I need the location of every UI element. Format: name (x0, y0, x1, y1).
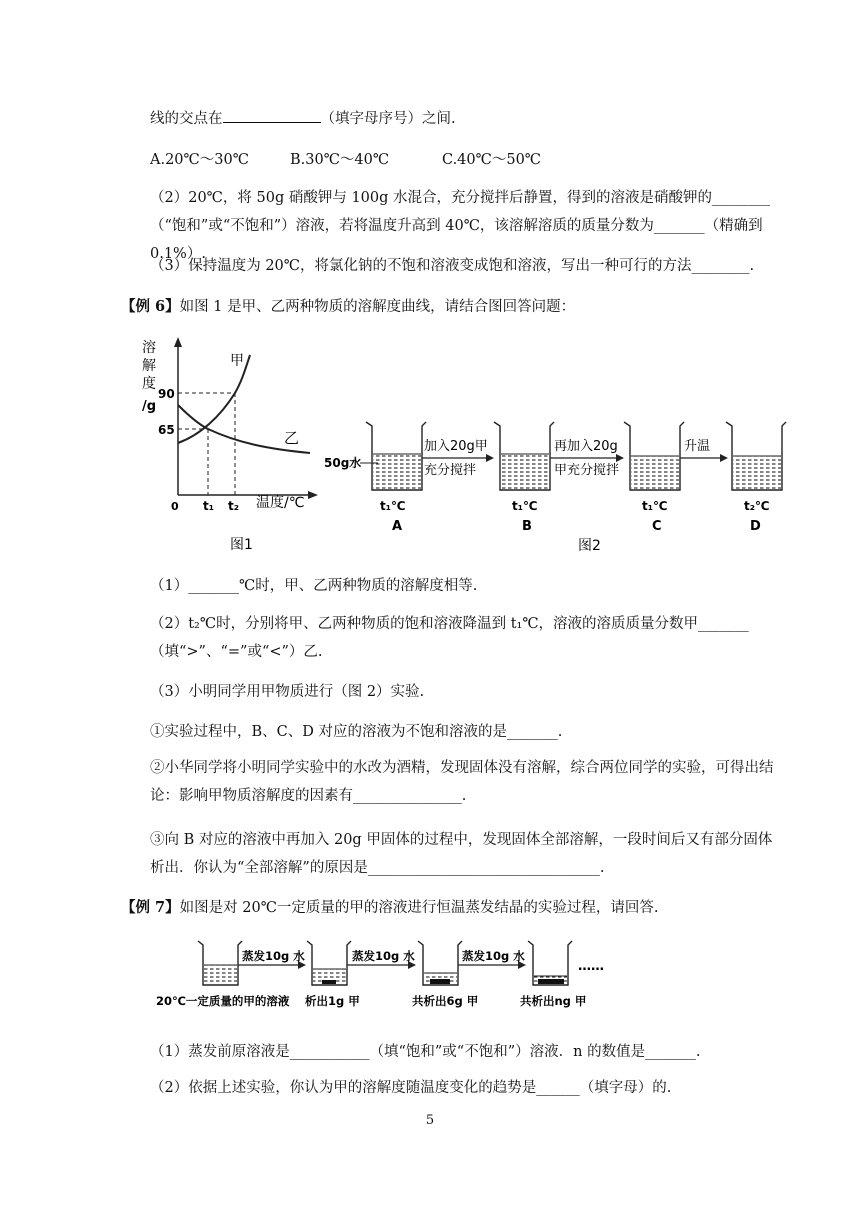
ex6-question-3-3: ③向 B 对应的溶液中再加入 20g 甲固体的过程中，发现固体全部溶解，一段时间后又有部分固体析出．你认为“全部溶解”的原因是________________________________. (150, 832, 773, 876)
series-label-jia: 甲 (230, 353, 244, 369)
evap-beaker-4 (528, 941, 572, 985)
option-a: A.20℃～30℃ (150, 152, 249, 168)
temp-a: t₁℃ (380, 499, 406, 513)
question-2: （2）20℃，将 50g 硝酸钾与 100g 水混合，充分搅拌后静置，得到的溶液是硝酸钾的________（“饱和”或“不饱和”）溶液，若将温度升高到 40℃，该溶解溶质的质量分数为_______（精确到 0.1%）. (150, 190, 771, 262)
evap-caption-3: 共析出6g 甲 (412, 994, 479, 1008)
y-label-3: 度 (142, 376, 156, 392)
figure-1-solubility-chart (138, 335, 323, 560)
text: 如图 1 是甲、乙两种物质的溶解度曲线，请结合图回答问题： (179, 299, 576, 315)
text: 线的交点在 (150, 111, 223, 127)
figure-evaporation (150, 935, 620, 1017)
y-label-1: 溶 (142, 340, 156, 356)
ex6-question-3-1: ①实验过程中，B、C、D 对应的溶液为不饱和溶液的是_______. (150, 724, 563, 740)
evap-label-3: 蒸发10g 水 (462, 949, 525, 963)
evap-label-2: 蒸发10g 水 (352, 949, 415, 963)
arrow-3-head (720, 454, 728, 462)
example-7-intro (121, 898, 659, 918)
ex6-question-2: （2）t₂℃时，分别将甲、乙两种物质的饱和溶液降温到 t₁℃，溶液的溶质质量分数甲_______（填“>”、“=”或“<”）乙. (150, 616, 749, 660)
ex6-question-3-2: ②小华同学将小明同学实验中的水改为酒精，发现固体没有溶解，综合两位同学的实验，可得出结论：影响甲物质溶解度的因素有_______________. (150, 760, 774, 804)
beaker-d (726, 422, 786, 490)
beaker-c (624, 422, 684, 490)
temp-b: t₁℃ (512, 499, 538, 513)
label-a: A (392, 519, 403, 534)
example-6-intro (121, 297, 575, 317)
temp-d: t₂℃ (744, 499, 770, 513)
water-label: 50g水 (324, 456, 362, 470)
evap-label-1: 蒸发10g 水 (242, 949, 305, 963)
evap-caption-2: 析出1g 甲 (305, 994, 360, 1008)
text: （填字母序号）之间. (320, 111, 456, 127)
page-number: 5 (425, 1113, 435, 1128)
evap-caption-1: 20℃一定质量的甲的溶液 (156, 994, 290, 1008)
step-2-line-1: 再加入20g (554, 439, 618, 454)
figure-1-caption: 图1 (230, 537, 253, 553)
figure-2-experiment (322, 410, 792, 560)
evap-ellipsis: …… (578, 959, 604, 974)
y-axis-arrow (174, 337, 182, 347)
q-line-intersection (150, 108, 456, 129)
tick-65: 65 (158, 423, 175, 437)
step-3-label: 升温 (684, 439, 711, 454)
option-c: C.40℃～50℃ (442, 152, 542, 168)
y-label-4: /g (142, 399, 157, 414)
arrow-1-head (486, 454, 494, 462)
arrow-2-head (616, 454, 624, 462)
origin: 0 (171, 500, 179, 513)
example-tag: 【例 6】 (121, 298, 180, 315)
step-2-line-2: 甲充分搅拌 (554, 463, 620, 478)
figure-2-caption: 图2 (578, 538, 601, 554)
ex6-question-1: （1）_______℃时，甲、乙两种物质的溶解度相等. (150, 578, 478, 594)
answer-blank[interactable] (223, 108, 321, 123)
beaker-b (494, 422, 554, 490)
ex7-question-1: （1）蒸发前原溶液是___________（填“饱和”或“不饱和”）溶液．n 的数值是_______. (150, 1044, 701, 1060)
evap-beaker-2 (307, 941, 351, 985)
step-1-line-2: 充分搅拌 (424, 463, 477, 478)
series-label-yi: 乙 (284, 429, 300, 447)
temp-c: t₁℃ (642, 499, 668, 513)
tick-90: 90 (158, 387, 175, 401)
label-c: C (652, 519, 662, 534)
example-tag: 【例 7】 (121, 899, 180, 916)
beaker-a (366, 422, 426, 490)
x-label: 温度/℃ (256, 495, 305, 511)
evap-beaker-3 (418, 941, 462, 985)
step-1-line-1: 加入20g甲 (424, 439, 488, 454)
y-label-2: 解 (142, 358, 156, 374)
evap-beaker-1 (198, 941, 242, 985)
option-b: B.30℃～40℃ (290, 152, 390, 168)
evap-caption-4: 共析出ng 甲 (520, 994, 587, 1008)
ex7-question-2: （2）依据上述实验，你认为甲的溶解度随温度变化的趋势是______（填字母）的. (150, 1080, 672, 1096)
text: 如图是对 20℃一定质量的甲的溶液进行恒温蒸发结晶的实验过程，请回答. (179, 900, 659, 916)
question-3: （3）保持温度为 20℃，将氯化钠的不饱和溶液变成饱和溶液，写出一种可行的方法________. (150, 258, 755, 274)
label-b: B (522, 519, 532, 534)
ex6-question-3: （3）小明同学用甲物质进行（图 2）实验. (150, 684, 425, 700)
options-row (150, 150, 541, 170)
x-axis-arrow (308, 491, 318, 499)
label-d: D (750, 519, 761, 534)
tick-t2: t₂ (228, 499, 239, 513)
tick-t1: t₁ (203, 499, 214, 513)
